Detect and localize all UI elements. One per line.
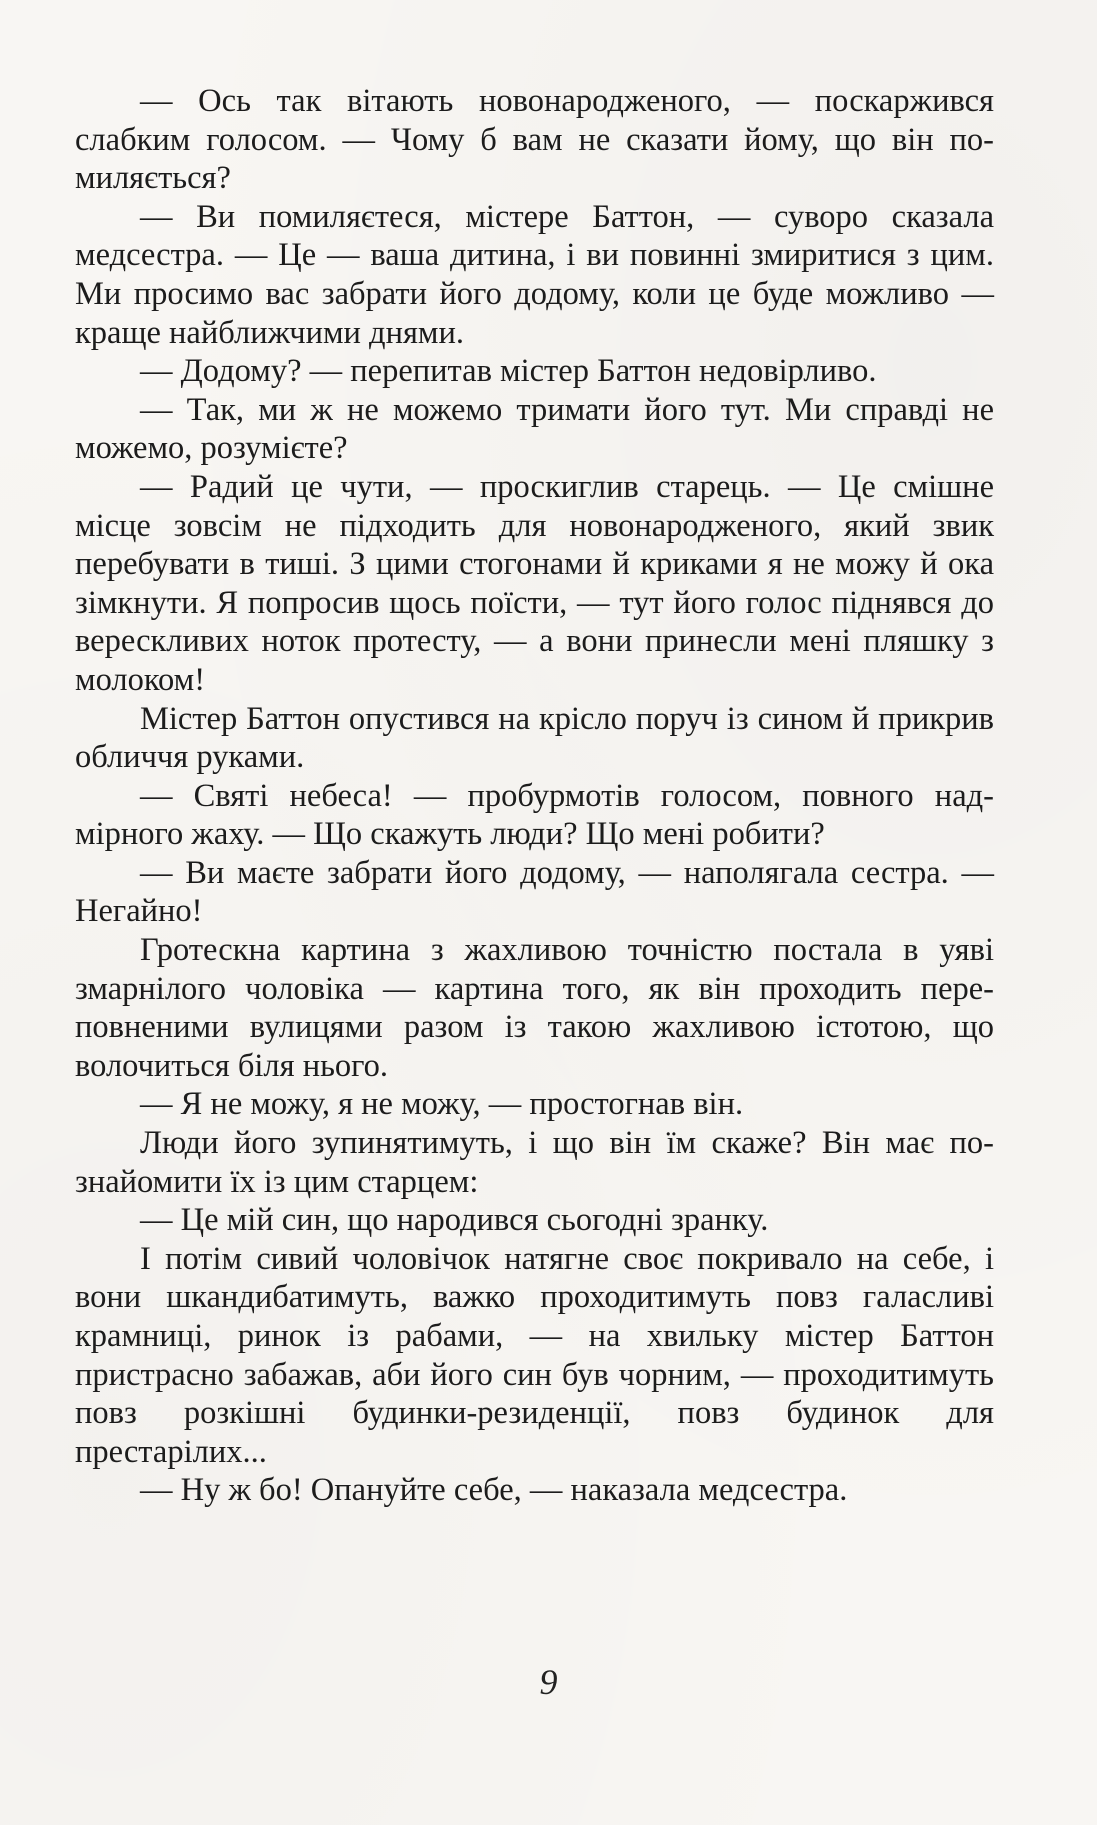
- paragraph: — Так, ми ж не можемо тримати його тут. Ми справді не можемо, розумієте?: [75, 391, 994, 467]
- paragraph: — Ось так вітають новонародженого, — поскаржився слабким голосом. — Чому б вам не сказати йому, що він помиляється?: [75, 83, 994, 197]
- paragraph: — Я не можу, я не можу, — простогнав він.: [140, 1086, 744, 1123]
- paragraph: — Ну ж бо! Опануйте себе, — наказала медсестра.: [140, 1472, 848, 1509]
- paragraph: — Радий це чути, — проскиглив старець. — Це смішне місце зовсім не підходить для новонародженого, який звик перебувати в тиші. З цими стогонами й криками я не можу й ока зімкнути. Я попросив щось поїсти, — тут його голос піднявся до верескливих ноток протесту, — а вони принесли мені пляшку з молоком!: [75, 468, 994, 698]
- paragraph: — Це мій син, що народився сьогодні зранку.: [140, 1202, 769, 1239]
- paragraph: Гротескна картина з жахливою точністю постала в уяві змарнілого чоловіка — картина того, як він проходить переповненими вулицями разом із такою жахливою істотою, що волочиться біля нього.: [75, 932, 994, 1084]
- paragraph: І потім сивий чоловічок натягне своє покривало на себе, і вони шкандибатимуть, важко проходитимуть повз галасливі крамниці, ринок із рабами, — на хвильку містер Баттон пристрасно забажав, аби його син був чорним, — проходитимуть повз розкішні будинки-резиденції, повз будинок для престарілих...: [75, 1240, 994, 1470]
- page-number: 9: [539, 1662, 558, 1702]
- paragraph: Містер Баттон опустився на крісло поруч із сином й прикрив обличчя руками.: [75, 700, 994, 776]
- paragraph: — Ви маєте забрати його додому, — наполягала сестра. — Негайно!: [75, 854, 994, 930]
- paragraph: — Додому? — перепитав містер Баттон недовірливо.: [140, 353, 877, 390]
- paragraph: Люди його зупинятимуть, і що він їм скаже? Він має познайомити їх із цим старцем:: [75, 1125, 994, 1200]
- paragraph: — Святі небеса! — пробурмотів голосом, повного надмірного жаху. — Що скажуть люди? Що мені робити?: [75, 777, 994, 853]
- text-block: [75, 82, 994, 1510]
- paragraph: — Ви помиляєтеся, містере Баттон, — суворо сказала медсестра. — Це — ваша дитина, і ви повинні змиритися з цим. Ми просимо вас забрати його додому, коли це буде можливо — краще найближчими днями.: [75, 198, 994, 351]
